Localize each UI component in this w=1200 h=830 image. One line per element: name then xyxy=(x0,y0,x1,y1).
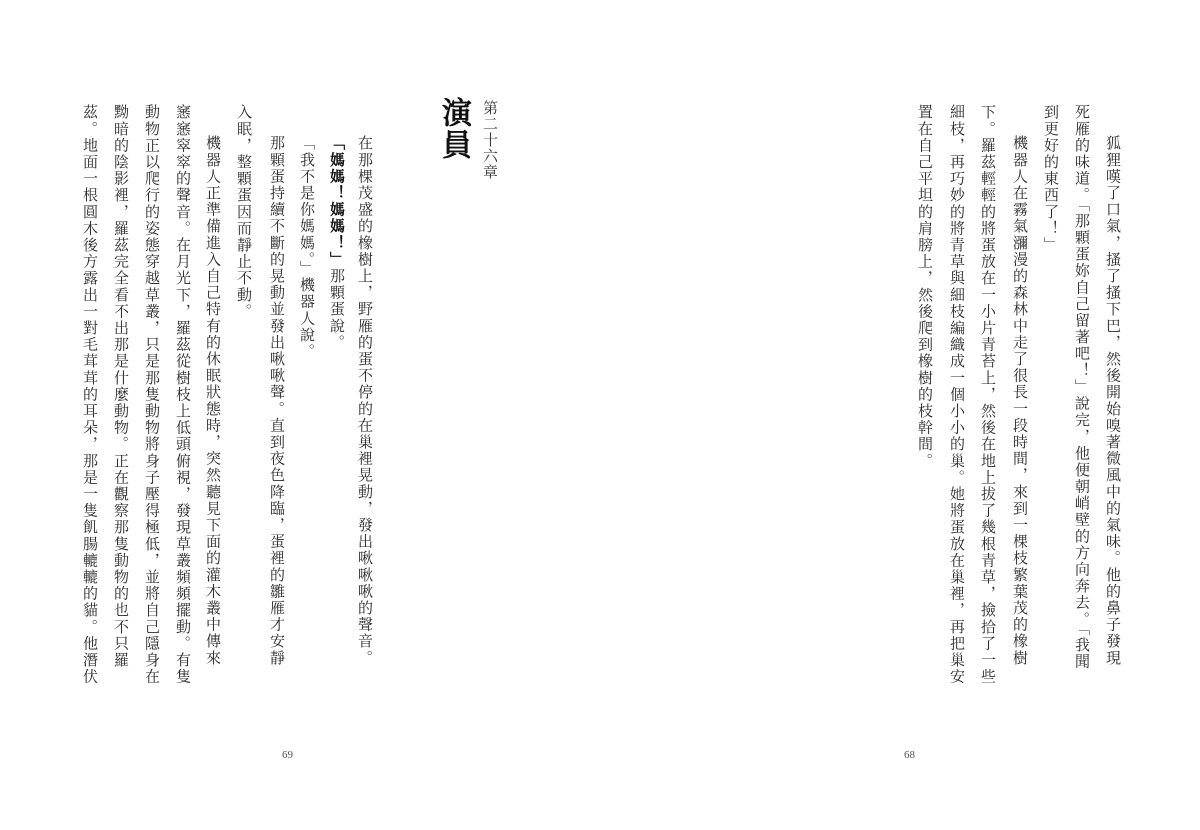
dialogue-tail: 那顆蛋說。 xyxy=(328,267,346,351)
text-column: 茲。地面一根圓木後方露出一對毛茸茸的耳朵，那是一隻飢腸轆轆的貓。他潛伏 xyxy=(81,104,99,685)
chapter-number: 第二十六章 xyxy=(481,100,499,180)
page-number: 68 xyxy=(904,749,915,761)
text-column: 死雁的味道。「那顆蛋妳自己留著吧！」說完，他便朝峭壁的方向奔去。「我聞 xyxy=(1073,104,1091,670)
text-column: 置在自己平坦的肩膀上，然後爬到橡樹的枝幹間。 xyxy=(916,104,934,470)
text-column: 「我不是你媽媽。」機器人說。 xyxy=(298,135,316,360)
text-column: 狐狸嘆了口氣，搔了搔下巴，然後開始嗅著微風中的氣味。他的鼻子發現 xyxy=(1104,135,1122,667)
text-column: 入眠，整顆蛋因而靜止不動。 xyxy=(235,104,253,320)
text-column: 那顆蛋持續不斷的晃動並發出啾啾聲。直到夜色降臨，蛋裡的雛雁才安靜 xyxy=(268,135,286,667)
text-column: 動物正以爬行的姿態穿越草叢，只是那隻動物將身子壓得極低，並將自己隱身在 xyxy=(143,104,161,685)
text-column: 黝暗的陰影裡，羅茲完全看不出那是什麼動物。正在觀察那隻動物的也不只羅 xyxy=(112,104,130,669)
text-column: 機器人在霧氣瀰漫的森林中走了很長一段時間，來到一棵枝繁葉茂的橡樹 xyxy=(1011,135,1029,667)
text-column: 細枝，再巧妙的將青草與細枝編織成一個小小的巢。她將蛋放在巢裡，再把巢安 xyxy=(948,104,966,685)
text-column: 到更好的東西了！」 xyxy=(1042,104,1060,254)
text-column: 在那棵茂盛的橡樹上，野雁的蛋不停的在巢裡晃動，發出啾啾啾的聲音。 xyxy=(356,135,374,667)
text-column: 機器人正準備進入自己特有的休眠狀態時，突然聽見下面的灌木叢中傳來 xyxy=(204,135,222,667)
text-column xyxy=(329,135,344,351)
dialogue-emphasis: 「媽媽！媽媽！」 xyxy=(328,135,346,268)
text-column: 下。羅茲輕輕的將蛋放在一小片青苔上，然後在地上拔了幾根青草，撿拾了一些 xyxy=(979,104,997,685)
chapter-title: 演員 xyxy=(436,97,471,161)
page-68 xyxy=(600,0,1200,830)
text-column: 窸窸窣窣的聲音。在月光下，羅茲從樹枝上低頭俯視，發現草叢頻頻擺動。有隻 xyxy=(174,104,192,685)
page-number: 69 xyxy=(282,749,293,761)
